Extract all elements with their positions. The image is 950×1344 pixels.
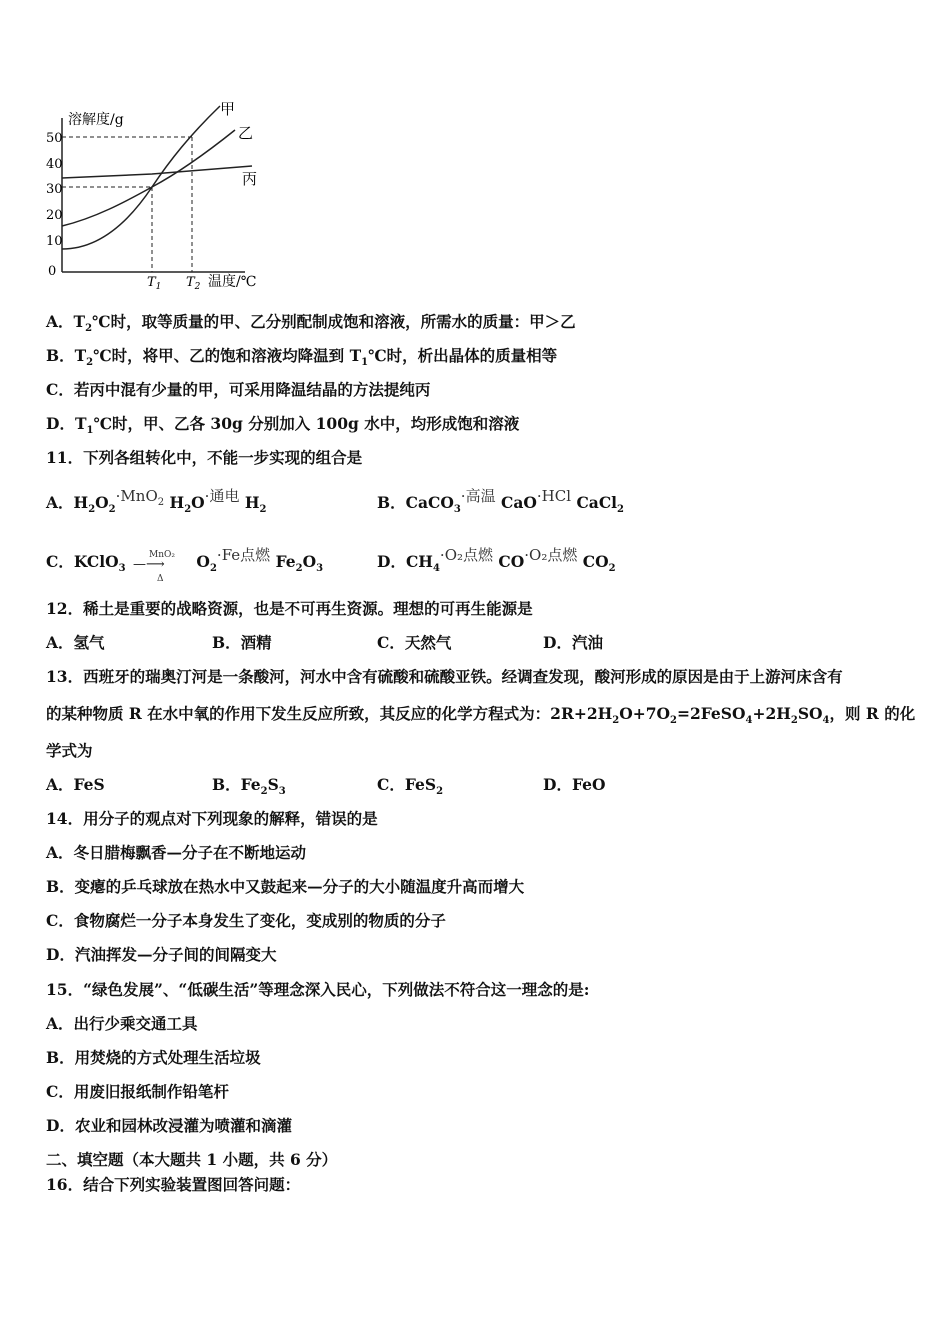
q13-option-a: A．FeS [46, 775, 105, 794]
q11-option-a: A．$H_2O_2\cdot MnO_2$ $H_2O\cdot$通电 $H_2$ [46, 487, 267, 516]
q13-line1: 13．西班牙的瑞奥汀河是一条酸河，河水中含有硫酸和硫酸亚铁。经调查发现，酸河形成的原因是由于上游河床含有 [46, 667, 843, 686]
q13-option-c: C．FeS$_2$ [377, 775, 444, 798]
y-tick-label: 0 [48, 264, 57, 279]
q15-option-c: C．用废旧报纸制作铅笔杆 [46, 1082, 229, 1101]
x-tick-t2: $T_2$ [186, 275, 201, 292]
q13-line2: 的某种物质 R 在水中氧的作用下发生反应所致，其反应的化学方程式为：$2R+2H_2O+7O_2=2FeSO_4+2H_2SO_4$，则 R 的化 [46, 704, 916, 727]
curve-bing [62, 166, 252, 178]
q12-option-a: A．氢气 [46, 633, 105, 652]
q12-option-c: C．天然气 [377, 633, 452, 652]
series-label-bing: 丙 [242, 170, 258, 188]
q10-option-b: B．$T_2℃$时，将甲、乙的饱和溶液均降温到 $T_1℃$时，析出晶体的质量相等 [46, 346, 558, 369]
q11-option-d: D．$CH_4\cdot O_2$点燃 CO·O₂点燃 $CO_2$ [377, 546, 616, 575]
q15-option-a: A．出行少乘交通工具 [46, 1014, 198, 1033]
q11-stem: 11．下列各组转化中，不能一步实现的组合是 [46, 448, 363, 467]
reaction-arrow: MnO₂ —⟶ Δ [133, 550, 176, 584]
q14-option-a: A．冬日腊梅飘香—分子在不断地运动 [46, 843, 307, 862]
q12-stem: 12．稀土是重要的战略资源，也是不可再生资源。理想的可再生能源是 [46, 599, 533, 618]
q13-option-b: B．$Fe_2S_3$ [212, 775, 286, 798]
q14-option-d: D．汽油挥发—分子间的间隔变大 [46, 945, 277, 964]
q10-option-c: C．若丙中混有少量的甲，可采用降温结晶的方法提纯丙 [46, 380, 431, 399]
q14-option-b: B．变瘪的乒乓球放在热水中又鼓起来—分子的大小随温度升高而增大 [46, 877, 525, 896]
q11-option-c: C．KClO$_3$ MnO₂ —⟶ Δ $O_2\cdot Fe$点燃 $Fe_2O_3$ [46, 546, 324, 584]
q12-option-b: B．酒精 [212, 633, 272, 652]
q10-option-a: A．$T_2℃$时，取等质量的甲、乙分别配制成饱和溶液，所需水的质量：甲＞乙 [46, 312, 576, 335]
y-tick-label: 20 [46, 208, 63, 223]
solubility-chart [40, 100, 280, 295]
y-tick-label: 10 [46, 234, 63, 249]
q15-stem: 15．“绿色发展”、“低碳生活”等理念深入民心，下列做法不符合这一理念的是: [46, 980, 590, 999]
series-label-jia: 甲 [220, 100, 236, 118]
q15-option-d: D．农业和园林改浸灌为喷灌和滴灌 [46, 1116, 292, 1135]
curve-yi [62, 130, 235, 226]
series-label-yi: 乙 [238, 124, 254, 142]
y-tick-label: 30 [46, 182, 63, 197]
q14-option-c: C．食物腐烂一分子本身发生了变化，变成别的物质的分子 [46, 911, 446, 930]
x-axis-label: 温度/℃ [208, 274, 257, 290]
y-axis-label: 溶解度/g [68, 112, 124, 128]
q11-option-b: B．CaCO$_3$·高温 CaO·HCl CaCl$_2$ [377, 487, 625, 516]
q15-option-b: B．用焚烧的方式处理生活垃圾 [46, 1048, 261, 1067]
q10-option-d: D．$T_1℃$时，甲、乙各 30g 分别加入 100g 水中，均形成饱和溶液 [46, 414, 520, 437]
section-heading: 二、填空题（本大题共 1 小题，共 6 分） [46, 1150, 338, 1169]
x-tick-t1: $T_1$ [147, 275, 162, 292]
y-tick-label: 40 [46, 157, 63, 172]
y-tick-label: 50 [46, 131, 63, 146]
q13-line3: 学式为 [46, 741, 93, 760]
q12-option-d: D．汽油 [543, 633, 603, 652]
q16-stem: 16．结合下列实验装置图回答问题： [46, 1175, 301, 1194]
q14-stem: 14．用分子的观点对下列现象的解释，错误的是 [46, 809, 378, 828]
q13-option-d: D．FeO [543, 775, 606, 794]
